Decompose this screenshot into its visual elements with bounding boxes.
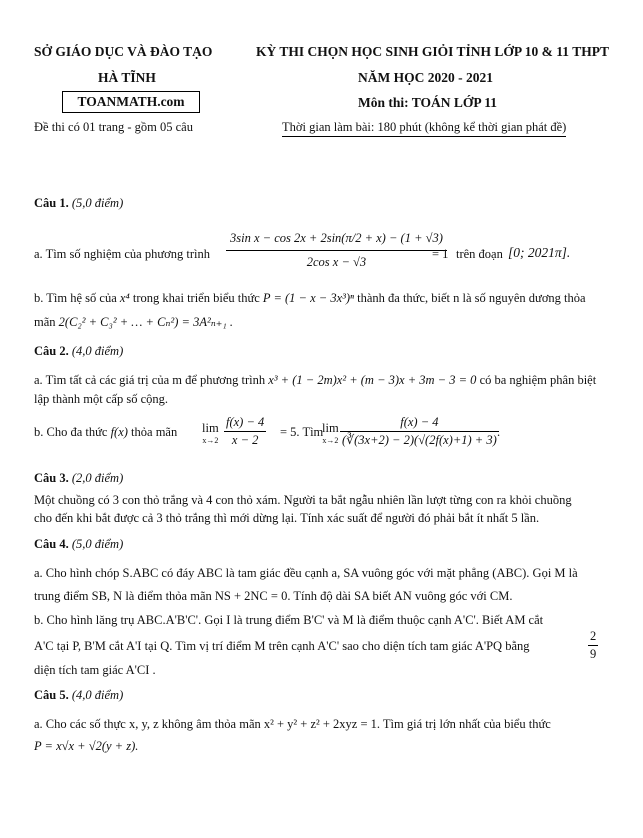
exam-title: KỲ THI CHỌN HỌC SINH GIỎI TỈNH LỚP 10 & 11 THPT <box>256 44 609 59</box>
q4b-line3: diện tích tam giác A'CI . <box>34 663 156 677</box>
q3-line1: Một chuồng có 3 con thỏ trắng và 4 con thỏ xám. Người ta bắt ngẫu nhiên lần lượt từng con ra khỏi chuồng <box>34 493 572 507</box>
province-name: HÀ TĨNH <box>98 70 156 85</box>
q3-line2: cho đến khi bắt được cả 3 thỏ trắng thì mới dừng lại. Tính xác suất để người đó phải bắt ít nhất 5 lần. <box>34 511 540 525</box>
pages-info: Đề thi có 01 trang - gồm 05 câu <box>34 120 193 134</box>
q1a-numerator: 3sin x − cos 2x + 2sin(π/2 + x) − (1 + √3) <box>226 228 447 251</box>
q1a-denominator: 2cos x − √3 <box>306 255 367 269</box>
q1b-term: x⁴ <box>119 291 130 305</box>
q2a-equation: x³ + (1 − 2m)x² + (m − 3)x + 3m − 3 = 0 <box>268 373 477 387</box>
q2b-eq: = 5. Tìm <box>280 425 324 439</box>
q2b-end: . <box>497 425 501 439</box>
q4b-line2: A'C tại P, B'M cắt A'I tại Q. Tìm vị trí điểm M trên cạnh A'C' sao cho diện tích tam giác A'PQ bằng <box>34 639 530 653</box>
q2-points: (4,0 điểm) <box>71 344 124 358</box>
q4-heading <box>34 537 123 552</box>
q5-title: Câu 5. <box>34 688 69 702</box>
q2b-lim1-word: lim <box>202 421 219 435</box>
school-year: NĂM HỌC 2020 - 2021 <box>358 70 493 85</box>
website-label: TOANMATH.com <box>62 91 200 113</box>
q4b-frac-den: 9 <box>590 647 597 661</box>
q1a-equals: = 1 <box>432 247 449 261</box>
q2b-lim2 <box>322 420 339 445</box>
q1a-interval: [0; 2021π]. <box>508 245 571 260</box>
q1a-prefix: a. Tìm số nghiệm của phương trình <box>34 247 210 261</box>
q1b-prefix: b. Tìm hệ số của <box>34 291 117 305</box>
q1-heading <box>34 196 123 211</box>
q2a-line1 <box>34 372 596 389</box>
q3-heading <box>34 471 123 486</box>
q1b-line1 <box>34 290 586 307</box>
q2a-line2: lập thành một cấp số cộng. <box>34 392 168 406</box>
q2b-fraction1 <box>224 414 266 449</box>
q2b-lim2-word: lim <box>322 421 339 435</box>
q1a-fraction <box>226 228 447 271</box>
q2b-num1: f(x) − 4 <box>224 414 266 432</box>
q1b-condition: 2(C₂² + C₃² + … + Cₙ²) = 3A²ₙ₊₁ . <box>58 315 233 329</box>
q4a-line2: trung điểm SB, N là điểm thỏa mãn NS + 2NC = 0. Tính độ dài SA biết AN vuông góc với CM. <box>34 589 513 603</box>
q2a-suffix: có ba nghiệm phân biệt <box>479 373 597 387</box>
q4b-frac-num: 2 <box>588 628 598 646</box>
q1b-expression: P = (1 − x − 3x³)ⁿ <box>262 291 354 305</box>
q1b-suffix: thành đa thức, biết n là số nguyên dương thỏa <box>357 291 586 305</box>
q2b-lim1-sub: x→2 <box>202 436 219 445</box>
department-name: SỞ GIÁO DỤC VÀ ĐÀO TẠO <box>34 44 213 59</box>
q4-title: Câu 4. <box>34 537 69 551</box>
q4a-line1: a. Cho hình chóp S.ABC có đáy ABC là tam giác đều cạnh a, SA vuông góc với mặt phẳng (ABC). Gọi M là <box>34 566 578 580</box>
q2b-lim2-sub: x→2 <box>322 436 339 445</box>
q2b-den1: x − 2 <box>231 433 259 447</box>
q1b-line2 <box>34 314 233 331</box>
q4b-fraction <box>588 628 598 663</box>
q1b-mid: trong khai triển biểu thức <box>132 291 260 305</box>
q1b-line2-prefix: mãn <box>34 315 56 329</box>
q3-title: Câu 3. <box>34 471 69 485</box>
q2-heading <box>34 344 123 359</box>
q5-heading <box>34 688 123 703</box>
subject-title: Môn thi: TOÁN LỚP 11 <box>358 95 498 110</box>
q1a-suffix: trên đoạn <box>456 247 503 261</box>
q2b-prefix: b. Cho đa thức <box>34 425 108 439</box>
q5-points: (4,0 điểm) <box>71 688 124 702</box>
q3-points: (2,0 điểm) <box>71 471 124 485</box>
q2b-fraction2 <box>340 414 499 449</box>
q5a-line2: P = x√x + √2(y + z). <box>34 739 139 753</box>
q4-points: (5,0 điểm) <box>71 537 124 551</box>
q2b-fx: f(x) <box>110 425 128 439</box>
q2b-den2: (∛(3x+2) − 2)(√(2f(x)+1) + 3) <box>342 433 497 447</box>
q1-title: Câu 1. <box>34 196 69 210</box>
q4b-line1: b. Cho hình lăng trụ ABC.A'B'C'. Gọi I là trung điểm B'C' và M là điểm thuộc cạnh A'C'. Biết AM cắt <box>34 613 544 627</box>
q2b-mid: thỏa mãn <box>131 425 178 439</box>
q1-points: (5,0 điểm) <box>71 196 124 210</box>
q2a-prefix: a. Tìm tất cả các giá trị của m để phương trình <box>34 373 266 387</box>
q2-title: Câu 2. <box>34 344 69 358</box>
q2b-line <box>34 424 177 441</box>
q2b-num2: f(x) − 4 <box>340 414 499 432</box>
q5a-line1: a. Cho các số thực x, y, z không âm thỏa mãn x² + y² + z² + 2xyz = 1. Tìm giá trị lớn nhất của biểu thức <box>34 717 551 731</box>
time-allowed: Thời gian làm bài: 180 phút (không kể thời gian phát đề) <box>282 120 566 137</box>
q2b-lim1 <box>202 420 219 445</box>
